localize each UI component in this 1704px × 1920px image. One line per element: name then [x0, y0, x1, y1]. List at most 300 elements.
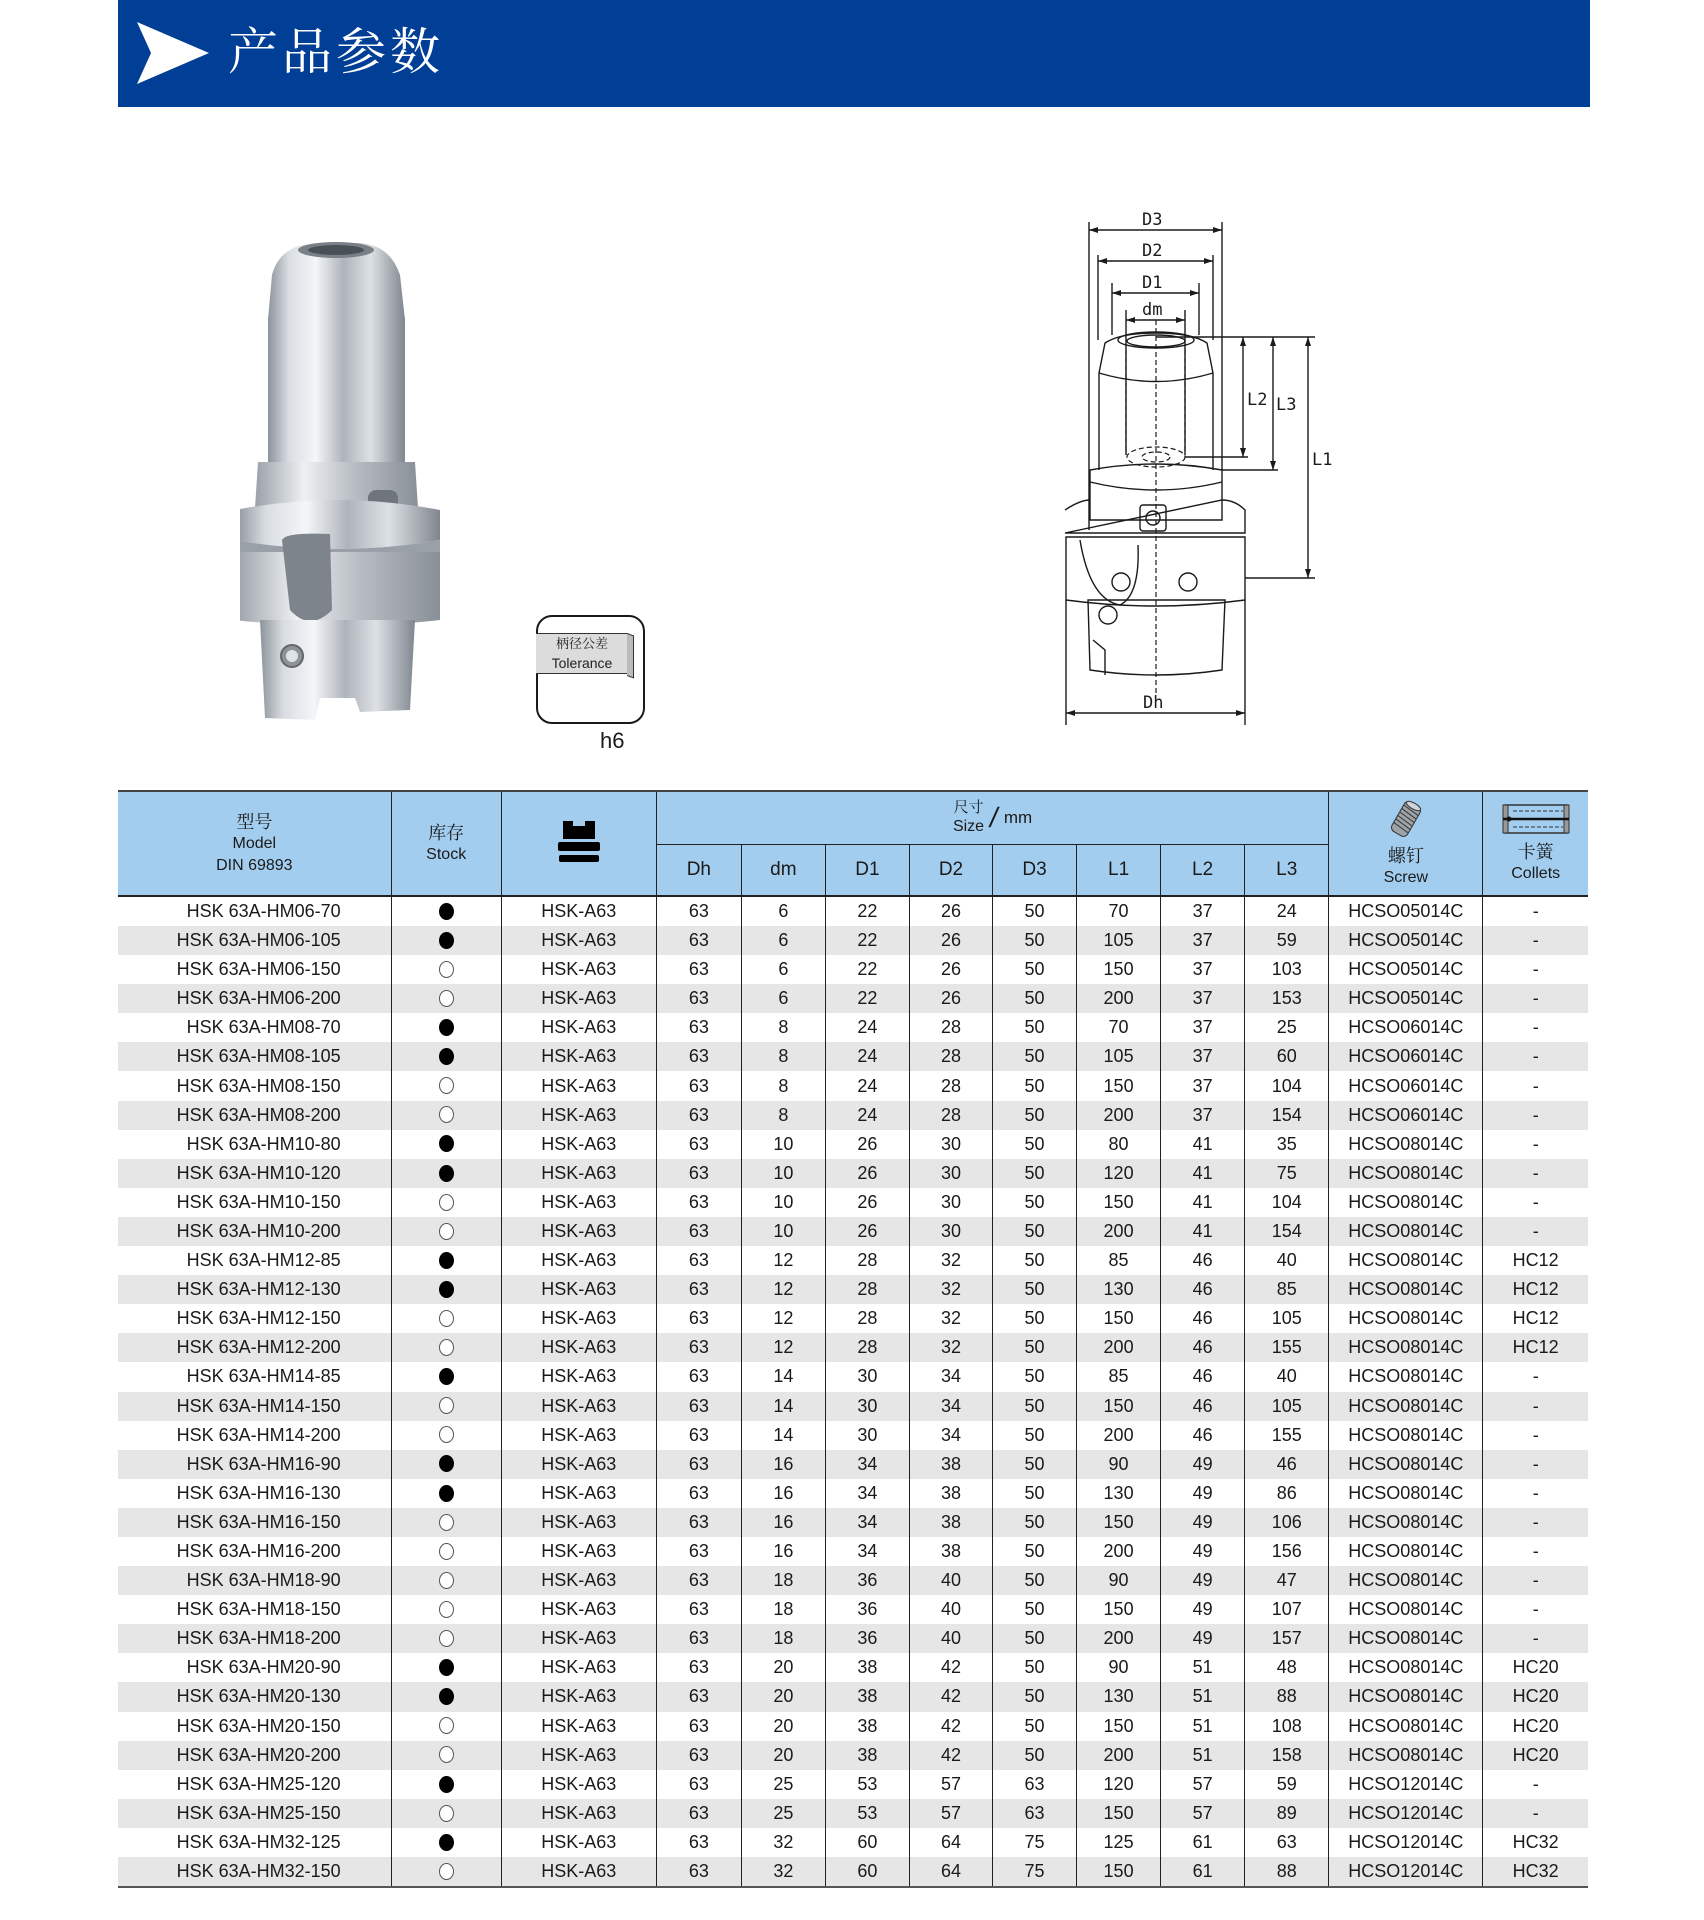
table-row [118, 1508, 1588, 1537]
cell-stock [391, 1421, 501, 1450]
cell-screw: HCSO08014C [1329, 1595, 1483, 1624]
cell-interface: HSK-A63 [501, 1275, 656, 1304]
cell-stock [391, 1479, 501, 1508]
cell-l1: 120 [1077, 1159, 1161, 1188]
cell-model: HSK 63A-HM12-200 [118, 1333, 391, 1362]
cell-screw: HCSO12014C [1329, 1857, 1483, 1887]
cell-d3: 50 [993, 1304, 1077, 1333]
cell-dm: 25 [741, 1770, 825, 1799]
table-row [118, 955, 1588, 984]
cell-d3: 50 [993, 1392, 1077, 1421]
stock-status-icon [439, 1194, 454, 1211]
cell-stock [391, 1188, 501, 1217]
cell-collets: HC12 [1483, 1275, 1588, 1304]
cell-model: HSK 63A-HM14-200 [118, 1421, 391, 1450]
table-row [118, 1130, 1588, 1159]
cell-model: HSK 63A-HM10-80 [118, 1130, 391, 1159]
table-row [118, 1246, 1588, 1275]
cell-collets: - [1483, 1479, 1588, 1508]
cell-stock [391, 1130, 501, 1159]
cell-d1: 22 [825, 896, 909, 926]
cell-screw: HCSO08014C [1329, 1188, 1483, 1217]
cell-d2: 57 [909, 1799, 992, 1828]
header-size [656, 791, 1328, 844]
cell-interface: HSK-A63 [501, 1537, 656, 1566]
cell-interface: HSK-A63 [501, 1624, 656, 1653]
cell-d1: 60 [825, 1857, 909, 1887]
cell-dm: 18 [741, 1624, 825, 1653]
cell-screw: HCSO08014C [1329, 1624, 1483, 1653]
cell-d1: 26 [825, 1188, 909, 1217]
header-interface [501, 791, 656, 896]
table-row [118, 1741, 1588, 1770]
stock-status-icon [439, 990, 454, 1007]
stock-status-icon [439, 1717, 454, 1734]
cell-l3: 86 [1245, 1479, 1329, 1508]
cell-l3: 105 [1245, 1392, 1329, 1421]
cell-screw: HCSO08014C [1329, 1566, 1483, 1595]
cell-l2: 37 [1161, 955, 1245, 984]
hsk-interface-icon [557, 817, 601, 865]
header-L2: L2 [1161, 844, 1245, 896]
cell-l1: 200 [1077, 1101, 1161, 1130]
cell-d2: 42 [909, 1653, 992, 1682]
header-size-slash: / [987, 801, 1001, 833]
table-row [118, 1682, 1588, 1711]
cell-l3: 75 [1245, 1159, 1329, 1188]
cell-interface: HSK-A63 [501, 1159, 656, 1188]
table-row [118, 1392, 1588, 1421]
cell-stock [391, 1537, 501, 1566]
cell-model: HSK 63A-HM06-70 [118, 896, 391, 926]
cell-l1: 150 [1077, 1071, 1161, 1100]
cell-dh: 63 [656, 1130, 741, 1159]
stock-status-icon [439, 903, 454, 920]
cell-l2: 51 [1161, 1712, 1245, 1741]
cell-l1: 150 [1077, 1188, 1161, 1217]
stock-status-icon [439, 1135, 454, 1152]
cell-screw: HCSO08014C [1329, 1712, 1483, 1741]
header-model-cn: 型号 [236, 811, 273, 832]
cell-d3: 50 [993, 1275, 1077, 1304]
cell-stock [391, 896, 501, 926]
cell-interface: HSK-A63 [501, 1595, 656, 1624]
cell-dm: 12 [741, 1333, 825, 1362]
cell-collets: - [1483, 984, 1588, 1013]
cell-screw: HCSO05014C [1329, 955, 1483, 984]
cell-d2: 40 [909, 1595, 992, 1624]
cell-d1: 30 [825, 1362, 909, 1391]
cell-d1: 28 [825, 1304, 909, 1333]
header-Dh: Dh [656, 844, 741, 896]
table-row [118, 1712, 1588, 1741]
label-D1: D1 [1142, 273, 1163, 293]
stock-status-icon [439, 1776, 454, 1793]
cell-stock [391, 1741, 501, 1770]
stock-status-icon [439, 1485, 454, 1502]
cell-l1: 90 [1077, 1566, 1161, 1595]
cell-dm: 12 [741, 1275, 825, 1304]
cell-dh: 63 [656, 1682, 741, 1711]
cell-interface: HSK-A63 [501, 1479, 656, 1508]
cell-stock [391, 1246, 501, 1275]
header-screw-cn: 螺钉 [1387, 846, 1424, 866]
header-size-cn: 尺寸 [953, 798, 984, 816]
cell-model: HSK 63A-HM16-90 [118, 1450, 391, 1479]
spec-table-body [118, 896, 1588, 1887]
cell-collets: HC32 [1483, 1857, 1588, 1887]
cell-model: HSK 63A-HM16-130 [118, 1479, 391, 1508]
cell-model: HSK 63A-HM06-150 [118, 955, 391, 984]
cell-l1: 150 [1077, 1857, 1161, 1887]
cell-d1: 53 [825, 1799, 909, 1828]
cell-l2: 37 [1161, 1071, 1245, 1100]
cell-stock [391, 1682, 501, 1711]
header-size-unit: mm [1003, 807, 1033, 827]
cell-d1: 38 [825, 1682, 909, 1711]
cell-collets: - [1483, 1130, 1588, 1159]
cell-interface: HSK-A63 [501, 1362, 656, 1391]
cell-dm: 8 [741, 1071, 825, 1100]
cell-model: HSK 63A-HM08-150 [118, 1071, 391, 1100]
header-collets-cn: 卡簧 [1517, 842, 1554, 862]
cell-model: HSK 63A-HM06-105 [118, 926, 391, 955]
header-D3: D3 [993, 844, 1077, 896]
cell-interface: HSK-A63 [501, 1304, 656, 1333]
cell-l1: 150 [1077, 1712, 1161, 1741]
cell-d2: 34 [909, 1392, 992, 1421]
cell-d3: 50 [993, 1653, 1077, 1682]
cell-stock [391, 1770, 501, 1799]
cell-l1: 130 [1077, 1682, 1161, 1711]
cell-l2: 46 [1161, 1275, 1245, 1304]
cell-interface: HSK-A63 [501, 1653, 656, 1682]
table-row [118, 896, 1588, 926]
stock-status-icon [439, 1805, 454, 1822]
cell-dm: 10 [741, 1188, 825, 1217]
cell-l1: 90 [1077, 1450, 1161, 1479]
table-row [118, 1450, 1588, 1479]
cell-l2: 46 [1161, 1362, 1245, 1391]
cell-dh: 63 [656, 1013, 741, 1042]
cell-interface: HSK-A63 [501, 1770, 656, 1799]
cell-model: HSK 63A-HM12-85 [118, 1246, 391, 1275]
cell-d3: 63 [993, 1770, 1077, 1799]
tolerance-badge [536, 615, 645, 724]
header-collets-en: Collets [1511, 865, 1561, 882]
table-row [118, 1071, 1588, 1100]
cell-dm: 16 [741, 1508, 825, 1537]
cell-l2: 37 [1161, 896, 1245, 926]
cell-d2: 28 [909, 1042, 992, 1071]
cell-d2: 30 [909, 1217, 992, 1246]
cell-screw: HCSO08014C [1329, 1508, 1483, 1537]
cell-screw: HCSO08014C [1329, 1479, 1483, 1508]
table-row [118, 1333, 1588, 1362]
cell-l3: 107 [1245, 1595, 1329, 1624]
cell-dm: 32 [741, 1828, 825, 1857]
cell-interface: HSK-A63 [501, 1042, 656, 1071]
set-screw-icon [1389, 798, 1423, 840]
header-size-en: Size [952, 817, 985, 835]
cell-dh: 63 [656, 896, 741, 926]
cell-l3: 108 [1245, 1712, 1329, 1741]
cell-stock [391, 984, 501, 1013]
cell-dh: 63 [656, 1071, 741, 1100]
cell-l3: 154 [1245, 1101, 1329, 1130]
cell-screw: HCSO08014C [1329, 1304, 1483, 1333]
cell-collets: - [1483, 955, 1588, 984]
cell-d1: 34 [825, 1479, 909, 1508]
cell-interface: HSK-A63 [501, 1392, 656, 1421]
cell-collets: HC20 [1483, 1682, 1588, 1711]
cell-l1: 120 [1077, 1770, 1161, 1799]
cell-l1: 150 [1077, 955, 1161, 984]
cell-dm: 8 [741, 1101, 825, 1130]
cell-d3: 50 [993, 1508, 1077, 1537]
cell-collets: - [1483, 1217, 1588, 1246]
cell-l3: 85 [1245, 1275, 1329, 1304]
cell-model: HSK 63A-HM32-150 [118, 1857, 391, 1887]
cell-dh: 63 [656, 1246, 741, 1275]
cell-collets: - [1483, 1421, 1588, 1450]
spec-table [118, 790, 1588, 1888]
cell-l3: 106 [1245, 1508, 1329, 1537]
cell-l2: 61 [1161, 1828, 1245, 1857]
cell-l2: 37 [1161, 1013, 1245, 1042]
cell-d3: 50 [993, 1450, 1077, 1479]
cell-stock [391, 1304, 501, 1333]
cell-d2: 30 [909, 1159, 992, 1188]
section-banner [118, 0, 1590, 107]
cell-d1: 34 [825, 1450, 909, 1479]
table-row [118, 926, 1588, 955]
cell-dm: 6 [741, 896, 825, 926]
cell-screw: HCSO05014C [1329, 926, 1483, 955]
cell-dh: 63 [656, 1712, 741, 1741]
stock-status-icon [439, 1455, 454, 1472]
cell-d3: 75 [993, 1828, 1077, 1857]
cell-model: HSK 63A-HM20-200 [118, 1741, 391, 1770]
cell-l2: 41 [1161, 1217, 1245, 1246]
cell-l3: 89 [1245, 1799, 1329, 1828]
product-photo [240, 240, 475, 730]
header-D1: D1 [825, 844, 909, 896]
cell-l2: 51 [1161, 1653, 1245, 1682]
table-row [118, 1624, 1588, 1653]
cell-stock [391, 1508, 501, 1537]
cell-d3: 50 [993, 1188, 1077, 1217]
cell-dh: 63 [656, 1333, 741, 1362]
cell-collets: HC12 [1483, 1246, 1588, 1275]
cell-screw: HCSO06014C [1329, 1101, 1483, 1130]
cell-l2: 46 [1161, 1392, 1245, 1421]
cell-interface: HSK-A63 [501, 1421, 656, 1450]
cell-l1: 70 [1077, 1013, 1161, 1042]
dimension-drawing [1050, 200, 1350, 770]
cell-d1: 30 [825, 1392, 909, 1421]
cell-l1: 150 [1077, 1392, 1161, 1421]
cell-dm: 14 [741, 1362, 825, 1391]
cell-collets: HC20 [1483, 1741, 1588, 1770]
cell-l1: 200 [1077, 1537, 1161, 1566]
cell-stock [391, 1013, 501, 1042]
cell-screw: HCSO06014C [1329, 1013, 1483, 1042]
cell-stock [391, 1595, 501, 1624]
cell-collets: - [1483, 1071, 1588, 1100]
cell-d2: 32 [909, 1246, 992, 1275]
table-row [118, 1857, 1588, 1887]
cell-screw: HCSO08014C [1329, 1450, 1483, 1479]
section-title: 产品参数 [228, 23, 444, 81]
table-row [118, 1042, 1588, 1071]
cell-dh: 63 [656, 1275, 741, 1304]
cell-d1: 36 [825, 1595, 909, 1624]
cell-l3: 60 [1245, 1042, 1329, 1071]
cell-model: HSK 63A-HM12-130 [118, 1275, 391, 1304]
cell-d1: 24 [825, 1042, 909, 1071]
table-row [118, 1595, 1588, 1624]
cell-stock [391, 1624, 501, 1653]
cell-d2: 30 [909, 1188, 992, 1217]
cell-l2: 49 [1161, 1624, 1245, 1653]
cell-stock [391, 1071, 501, 1100]
stock-status-icon [439, 1834, 454, 1851]
cell-d2: 34 [909, 1421, 992, 1450]
cell-screw: HCSO08014C [1329, 1392, 1483, 1421]
cell-interface: HSK-A63 [501, 1828, 656, 1857]
table-row [118, 1566, 1588, 1595]
cell-d3: 50 [993, 1042, 1077, 1071]
table-row [118, 1362, 1588, 1391]
cell-l3: 155 [1245, 1333, 1329, 1362]
cell-model: HSK 63A-HM06-200 [118, 984, 391, 1013]
cell-l1: 150 [1077, 1508, 1161, 1537]
cell-d3: 63 [993, 1799, 1077, 1828]
cell-interface: HSK-A63 [501, 1246, 656, 1275]
cell-d3: 50 [993, 1333, 1077, 1362]
cell-dm: 6 [741, 984, 825, 1013]
stock-status-icon [439, 1543, 454, 1560]
cell-interface: HSK-A63 [501, 926, 656, 955]
cell-dh: 63 [656, 1566, 741, 1595]
tolerance-label-en: Tolerance [551, 655, 613, 671]
cell-interface: HSK-A63 [501, 1101, 656, 1130]
cell-collets: - [1483, 1595, 1588, 1624]
cell-d2: 42 [909, 1712, 992, 1741]
cell-stock [391, 1101, 501, 1130]
table-row [118, 1537, 1588, 1566]
table-row [118, 1188, 1588, 1217]
header-model-standard: DIN 69893 [216, 856, 293, 874]
cell-dh: 63 [656, 1392, 741, 1421]
cell-d2: 34 [909, 1362, 992, 1391]
cell-model: HSK 63A-HM32-125 [118, 1828, 391, 1857]
cell-dh: 63 [656, 1799, 741, 1828]
cell-d3: 50 [993, 896, 1077, 926]
cell-l2: 61 [1161, 1857, 1245, 1887]
cell-model: HSK 63A-HM08-200 [118, 1101, 391, 1130]
cell-stock [391, 926, 501, 955]
cell-screw: HCSO12014C [1329, 1799, 1483, 1828]
cell-dh: 63 [656, 984, 741, 1013]
cell-l3: 25 [1245, 1013, 1329, 1042]
cell-interface: HSK-A63 [501, 984, 656, 1013]
header-collets [1483, 791, 1588, 896]
cell-stock [391, 1042, 501, 1071]
cell-d3: 50 [993, 1624, 1077, 1653]
collet-icon [1501, 802, 1571, 836]
cell-model: HSK 63A-HM20-150 [118, 1712, 391, 1741]
cell-d3: 50 [993, 1013, 1077, 1042]
cell-l1: 200 [1077, 1333, 1161, 1362]
cell-l1: 130 [1077, 1479, 1161, 1508]
stock-status-icon [439, 1252, 454, 1269]
cell-dh: 63 [656, 1421, 741, 1450]
cell-d2: 26 [909, 896, 992, 926]
cell-dh: 63 [656, 1595, 741, 1624]
cell-dh: 63 [656, 1857, 741, 1887]
cell-screw: HCSO06014C [1329, 1042, 1483, 1071]
cell-screw: HCSO08014C [1329, 1333, 1483, 1362]
cell-dh: 63 [656, 1042, 741, 1071]
cell-dm: 8 [741, 1042, 825, 1071]
cell-l3: 88 [1245, 1857, 1329, 1887]
header-model-en: Model [232, 834, 277, 852]
cell-l3: 24 [1245, 896, 1329, 926]
cell-collets: - [1483, 1188, 1588, 1217]
cell-l2: 41 [1161, 1159, 1245, 1188]
cell-d1: 24 [825, 1101, 909, 1130]
cell-collets: - [1483, 1362, 1588, 1391]
cell-screw: HCSO05014C [1329, 984, 1483, 1013]
cell-l3: 47 [1245, 1566, 1329, 1595]
cell-collets: - [1483, 1042, 1588, 1071]
cell-stock [391, 1159, 501, 1188]
cell-l1: 85 [1077, 1246, 1161, 1275]
table-row [118, 984, 1588, 1013]
table-row [118, 1799, 1588, 1828]
cell-dm: 32 [741, 1857, 825, 1887]
cell-interface: HSK-A63 [501, 1217, 656, 1246]
cell-l3: 40 [1245, 1246, 1329, 1275]
cell-d1: 34 [825, 1508, 909, 1537]
cell-model: HSK 63A-HM10-150 [118, 1188, 391, 1217]
cell-interface: HSK-A63 [501, 1188, 656, 1217]
cell-l1: 200 [1077, 1624, 1161, 1653]
table-row [118, 1101, 1588, 1130]
cell-model: HSK 63A-HM20-90 [118, 1653, 391, 1682]
cell-l2: 57 [1161, 1770, 1245, 1799]
cell-d1: 24 [825, 1013, 909, 1042]
stock-status-icon [439, 1746, 454, 1763]
label-Dh: Dh [1143, 693, 1164, 713]
cell-dh: 63 [656, 1828, 741, 1857]
cell-l2: 37 [1161, 984, 1245, 1013]
header-D2: D2 [909, 844, 992, 896]
cell-d2: 38 [909, 1537, 992, 1566]
cell-interface: HSK-A63 [501, 1741, 656, 1770]
label-D3: D3 [1142, 210, 1163, 230]
stock-status-icon [439, 1601, 454, 1618]
stock-status-icon [439, 1106, 454, 1123]
cell-l2: 46 [1161, 1304, 1245, 1333]
cell-stock [391, 1653, 501, 1682]
cell-dh: 63 [656, 1188, 741, 1217]
cell-dm: 6 [741, 955, 825, 984]
cell-model: HSK 63A-HM08-105 [118, 1042, 391, 1071]
cell-dm: 8 [741, 1013, 825, 1042]
